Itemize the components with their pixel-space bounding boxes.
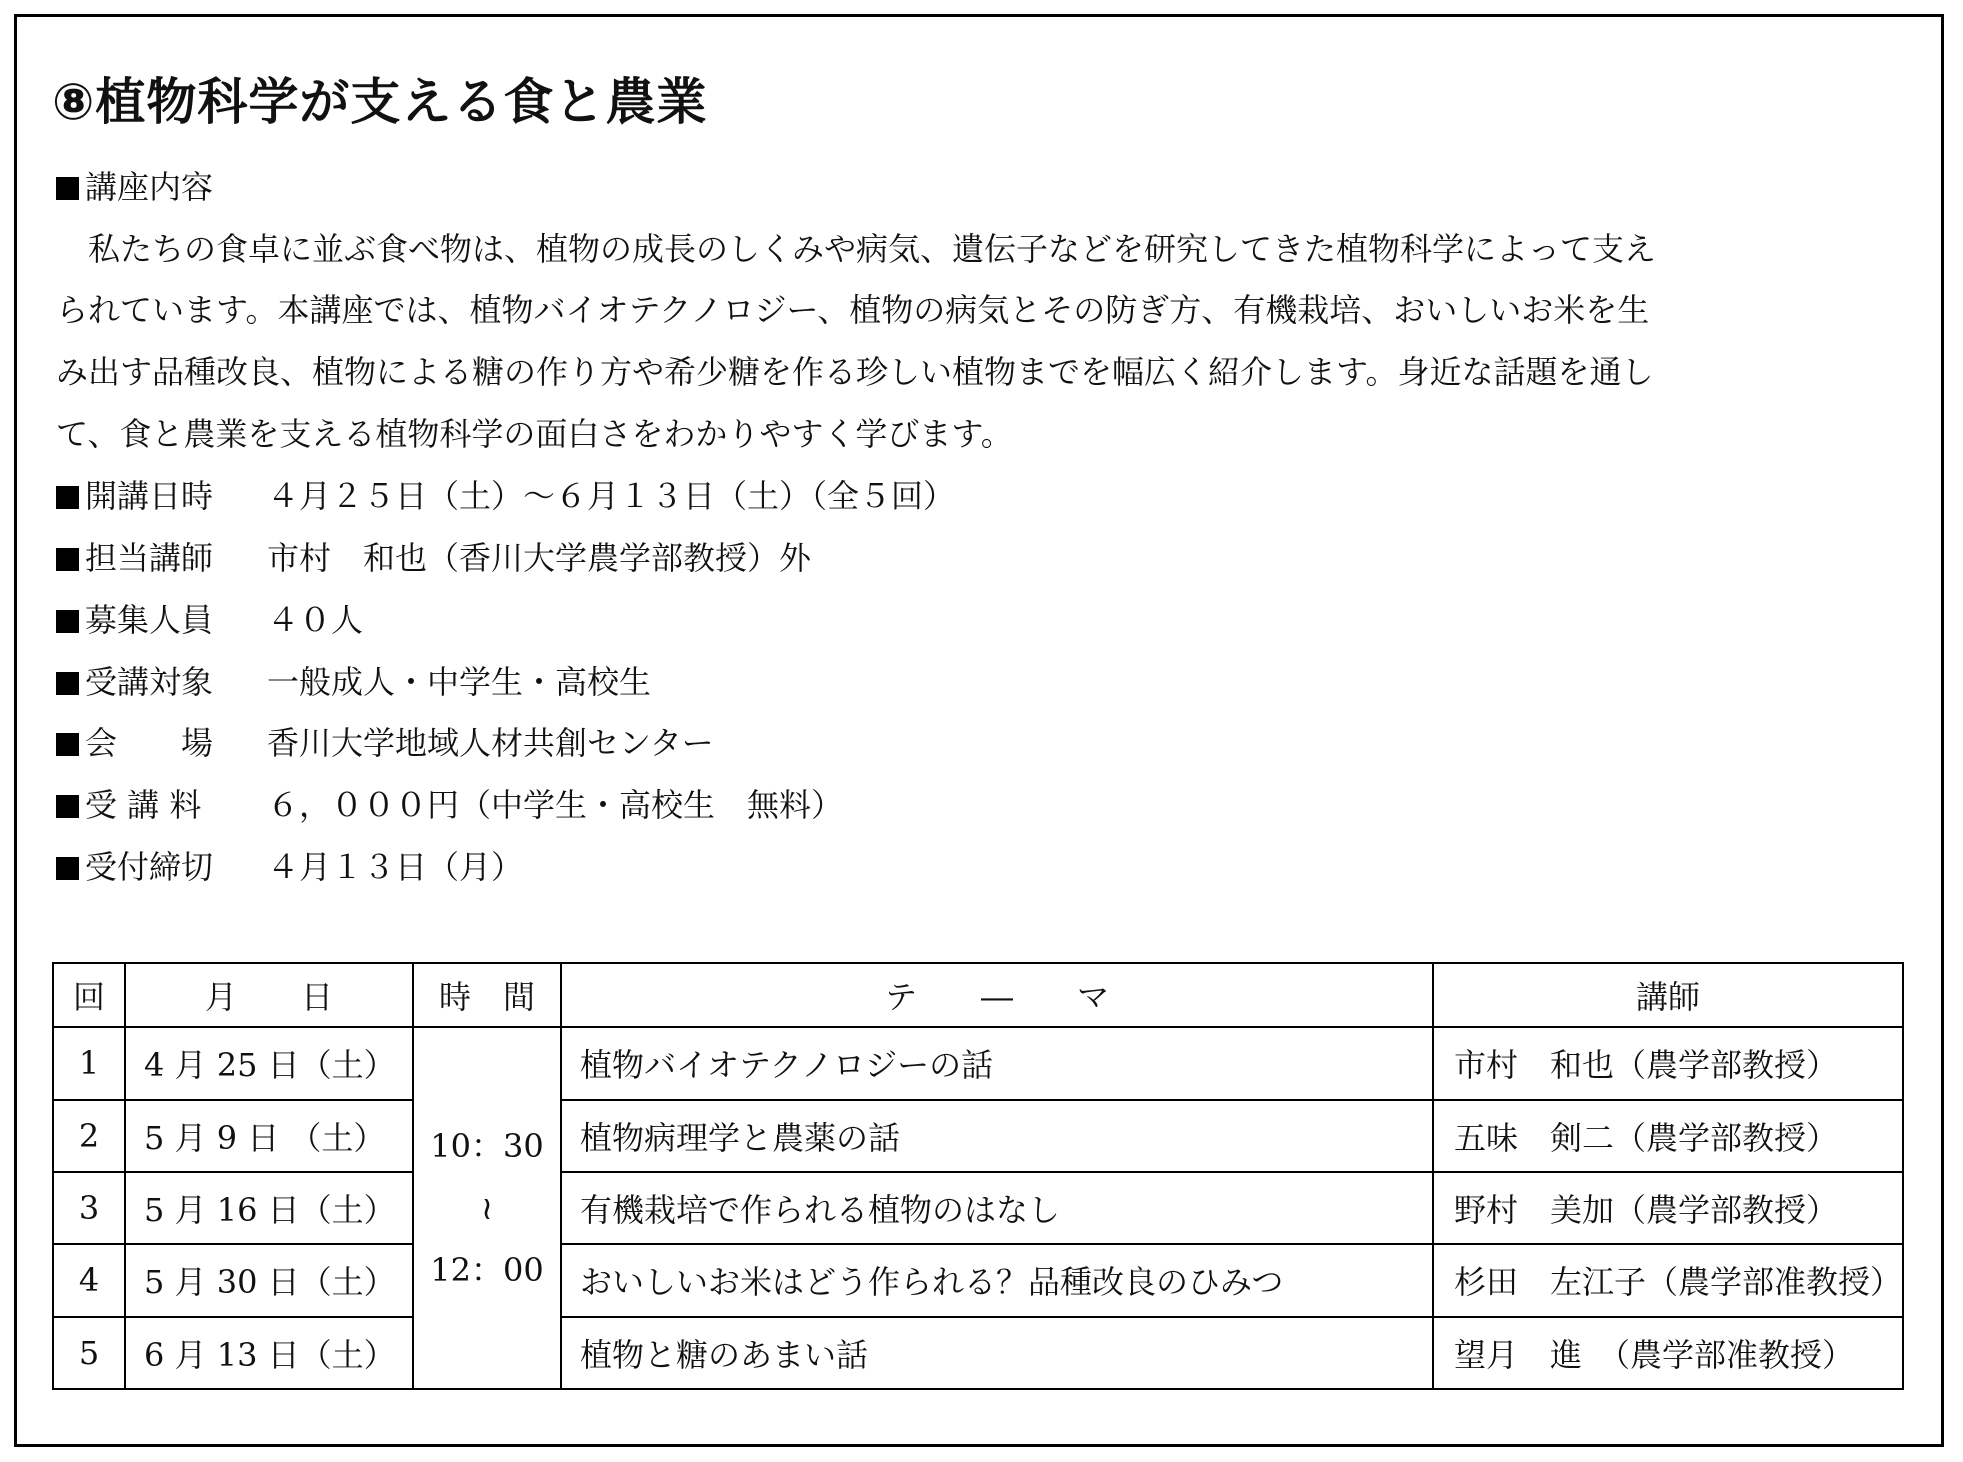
time-cell (413, 1027, 561, 1389)
row-no: 4 (53, 1244, 125, 1316)
row-no: 2 (53, 1100, 125, 1172)
row-no: 1 (53, 1027, 125, 1099)
table-row (53, 1172, 1903, 1244)
square-bullet-icon (56, 795, 79, 818)
info-value: ４月２５日（土）～６月１３日（土）（全５回） (267, 477, 956, 515)
square-bullet-icon (56, 672, 79, 695)
table-header-row (53, 963, 1903, 1027)
info-label: 担当講師 (85, 539, 214, 577)
info-fee (56, 785, 843, 825)
info-label: 開講日時 (85, 477, 214, 515)
row-theme: 植物と糖のあまい話 (561, 1317, 1433, 1389)
table-row (53, 1100, 1903, 1172)
row-lecturer: 望月 進 （農学部准教授） (1433, 1317, 1903, 1389)
info-target (56, 662, 651, 702)
row-theme: 有機栽培で作られる植物のはなし (561, 1172, 1433, 1244)
row-date: 5 月 30 日（土） (125, 1244, 413, 1316)
square-bullet-icon (56, 548, 79, 571)
square-bullet-icon (56, 733, 79, 756)
header-lecturer: 講師 (1433, 963, 1903, 1027)
info-value: ４０人 (267, 601, 364, 639)
info-date (56, 476, 955, 516)
content-heading-label: 講座内容 (85, 168, 214, 206)
row-date: 5 月 16 日（土） (125, 1172, 413, 1244)
content-line: られています。本講座では、植物バイオテクノロジー、植物の病気とその防ぎ方、有機栽培、おいしいお米を生 (56, 291, 1650, 329)
info-label: 受付締切 (85, 848, 214, 886)
time-start: 10：30 (430, 1127, 544, 1166)
content-heading (56, 167, 213, 207)
info-lecturer (56, 538, 811, 578)
table-row (53, 1244, 1903, 1316)
content-line: 私たちの食卓に並ぶ食べ物は、植物の成長のしくみや病気、遺伝子などを研究してきた植物科学によって支え (56, 230, 1657, 268)
row-theme: おいしいお米はどう作られる？品種改良のひみつ (561, 1244, 1433, 1316)
info-capacity (56, 600, 363, 640)
row-theme: 植物バイオテクノロジーの話 (561, 1027, 1433, 1099)
square-bullet-icon (56, 177, 79, 200)
info-value: 一般成人・中学生・高校生 (267, 663, 652, 701)
row-theme: 植物病理学と農薬の話 (561, 1100, 1433, 1172)
row-date: 6 月 13 日（土） (125, 1317, 413, 1389)
square-bullet-icon (56, 610, 79, 633)
header-no: 回 (53, 963, 125, 1027)
info-value: ６，０００円（中学生・高校生 無料） (267, 786, 844, 824)
header-date: 月 日 (125, 963, 413, 1027)
header-theme: テ ― マ (561, 963, 1433, 1027)
page-title: ⑧植物科学が支える食と農業 (52, 73, 708, 131)
info-label: 募集人員 (85, 601, 214, 639)
table-row (53, 1027, 1903, 1099)
row-lecturer: 杉田 左江子（農学部准教授） (1433, 1244, 1903, 1316)
row-date: 5 月 9 日 （土） (125, 1100, 413, 1172)
info-label: 受講対象 (85, 663, 214, 701)
info-deadline (56, 847, 523, 887)
row-lecturer: 野村 美加（農学部教授） (1433, 1172, 1903, 1244)
content-line: み出す品種改良、植物による糖の作り方や希少糖を作る珍しい植物までを幅広く紹介します。身近な話題を通し (56, 353, 1654, 391)
time-end: 12：00 (430, 1251, 544, 1290)
square-bullet-icon (56, 857, 79, 880)
info-value: 香川大学地域人材共創センター (267, 724, 714, 762)
info-label: 受 講 料 (85, 786, 202, 824)
info-value: 市村 和也（香川大学農学部教授）外 (267, 539, 812, 577)
row-no: 5 (53, 1317, 125, 1389)
row-no: 3 (53, 1172, 125, 1244)
row-date: 4 月 25 日（土） (125, 1027, 413, 1099)
table-row (53, 1317, 1903, 1389)
content-line: て、食と農業を支える植物科学の面白さをわかりやすく学びます。 (56, 415, 1013, 453)
row-lecturer: 五味 剣二（農学部教授） (1433, 1100, 1903, 1172)
info-value: ４月１３日（月） (267, 848, 524, 886)
info-venue (56, 723, 714, 763)
info-label: 会 場 (85, 724, 214, 762)
schedule-table (52, 962, 1904, 1390)
row-lecturer: 市村 和也（農学部教授） (1433, 1027, 1903, 1099)
time-separator: ≀ (481, 1189, 493, 1228)
header-time: 時 間 (413, 963, 561, 1027)
square-bullet-icon (56, 486, 79, 509)
